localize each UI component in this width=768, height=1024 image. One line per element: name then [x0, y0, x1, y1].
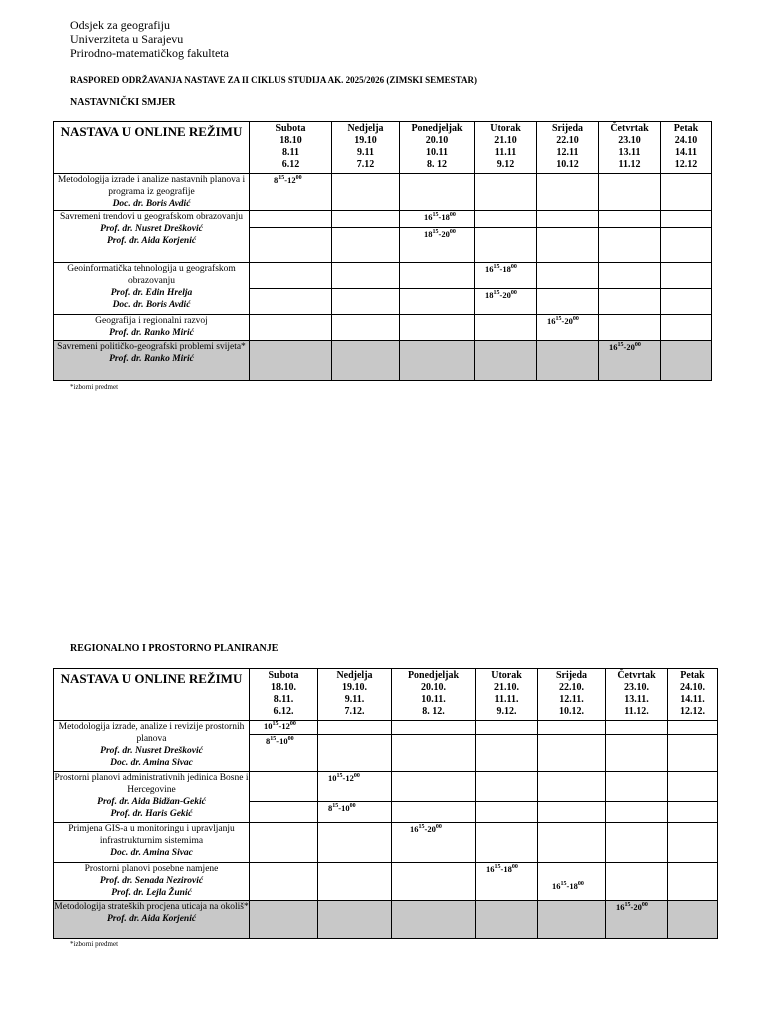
time-cell: [475, 289, 537, 315]
empty-cell: [476, 735, 538, 772]
empty-cell: [250, 315, 332, 341]
empty-cell: [250, 228, 332, 263]
table-corner-title: NASTAVA U ONLINE REŽIMU: [54, 669, 250, 721]
time-slot: $16^{15}-18^{00}$: [552, 881, 584, 891]
footnote-elective: *izborni predmet: [70, 940, 119, 948]
empty-cell: [392, 721, 476, 735]
course-name: Prostorni planovi administrativnih jedinica Bosne i Hercegovine: [54, 773, 249, 795]
empty-cell: [661, 263, 712, 289]
empty-cell: [538, 721, 606, 735]
empty-cell: [661, 289, 712, 315]
time-cell: [537, 315, 599, 341]
empty-cell: [332, 341, 400, 381]
time-slot: $8^{15}-10^{00}$: [328, 803, 356, 813]
time-slot: $16^{15}-20^{00}$: [609, 342, 641, 352]
empty-cell: [332, 315, 400, 341]
empty-cell: [476, 802, 538, 823]
time-slot: $16^{15}-18^{00}$: [486, 864, 518, 874]
empty-cell: [661, 211, 712, 228]
table-row: [54, 721, 718, 735]
empty-cell: [318, 721, 392, 735]
time-slot: $10^{15}-12^{00}$: [264, 721, 296, 731]
time-slot: $16^{15}-18^{00}$: [485, 264, 517, 274]
empty-cell: [476, 901, 538, 939]
empty-cell: [318, 735, 392, 772]
time-cell: [606, 901, 668, 939]
professor-name: Doc. dr. Boris Avdić: [112, 300, 191, 310]
empty-cell: [668, 823, 718, 863]
document-title: RASPORED ODRŽAVANJA NASTAVE ZA II CIKLUS STUDIJA AK. 2025/2026 (ZIMSKI SEMESTAR): [70, 75, 478, 85]
empty-cell: [476, 823, 538, 863]
table-header-row: [54, 669, 718, 721]
empty-cell: [400, 289, 475, 315]
empty-cell: [606, 802, 668, 823]
empty-cell: [318, 863, 392, 901]
course-name: Metodologija izrade i analize nastavnih planova i programa iz geografije: [57, 175, 246, 197]
empty-cell: [668, 863, 718, 901]
empty-cell: [668, 772, 718, 802]
time-slot: $18^{15}-20^{00}$: [424, 229, 456, 239]
professor-name: Prof. dr. Edin Hrelja: [110, 288, 193, 298]
professor-name: Doc. dr. Amina Sivac: [110, 758, 193, 768]
empty-cell: [537, 174, 599, 211]
day-header-nedjelja: Nedjelja 19.10. 9.11. 7.12.: [318, 669, 392, 721]
course-cell: [54, 823, 250, 863]
empty-cell: [250, 863, 318, 901]
empty-cell: [599, 315, 661, 341]
table-row: [54, 263, 712, 289]
table-row: [54, 863, 718, 901]
course-name: Prostorni planovi posebne namjene: [84, 864, 219, 874]
empty-cell: [250, 901, 318, 939]
time-cell: [400, 211, 475, 228]
course-cell: [54, 772, 250, 823]
course-cell: [54, 315, 250, 341]
day-header-petak: Petak 24.10 14.11 12.12: [661, 122, 712, 174]
professor-name: Prof. dr. Ranko Mirić: [109, 354, 194, 364]
empty-cell: [250, 823, 318, 863]
time-slot: $18^{15}-20^{00}$: [485, 290, 517, 300]
table-row-elective: [54, 901, 718, 939]
professor-name: Doc. dr. Amina Sivac: [110, 848, 193, 858]
day-header-ponedjeljak: Ponedjeljak 20.10. 10.11. 8. 12.: [392, 669, 476, 721]
empty-cell: [400, 315, 475, 341]
empty-cell: [599, 228, 661, 263]
time-cell: [538, 863, 606, 901]
time-cell: [392, 823, 476, 863]
professor-name: Doc. dr. Boris Avdić: [112, 199, 191, 209]
empty-cell: [475, 211, 537, 228]
empty-cell: [606, 823, 668, 863]
empty-cell: [661, 315, 712, 341]
empty-cell: [538, 823, 606, 863]
empty-cell: [400, 263, 475, 289]
empty-cell: [318, 823, 392, 863]
empty-cell: [250, 263, 332, 289]
empty-cell: [475, 315, 537, 341]
empty-cell: [392, 802, 476, 823]
professor-name: Prof. dr. Nusret Drešković: [100, 746, 203, 756]
empty-cell: [668, 901, 718, 939]
time-cell: [318, 772, 392, 802]
empty-cell: [599, 263, 661, 289]
course-cell: [54, 211, 250, 263]
course-name: Metodologija izrade, analize i revizije prostornih planova: [58, 722, 245, 744]
empty-cell: [250, 289, 332, 315]
time-slot: $10^{15}-12^{00}$: [328, 773, 360, 783]
empty-cell: [661, 341, 712, 381]
course-cell: [54, 863, 250, 901]
empty-cell: [599, 174, 661, 211]
table-row: [54, 211, 712, 228]
time-slot: $8^{15}-12^{00}$: [274, 175, 302, 185]
table-row: [54, 315, 712, 341]
course-name: Geografija i regionalni razvoj: [95, 316, 208, 326]
professor-name: Prof. dr. Aida Bidžan-Gekić: [97, 797, 206, 807]
section-title-nastavnicki: NASTAVNIČKI SMJER: [70, 97, 176, 108]
day-header-srijeda: Srijeda 22.10. 12.11. 10.12.: [538, 669, 606, 721]
time-cell: [599, 341, 661, 381]
empty-cell: [400, 341, 475, 381]
table-row: [54, 823, 718, 863]
empty-cell: [392, 901, 476, 939]
empty-cell: [537, 263, 599, 289]
empty-cell: [538, 735, 606, 772]
professor-name: Prof. dr. Haris Gekić: [110, 809, 193, 819]
time-cell: [250, 174, 332, 211]
empty-cell: [538, 772, 606, 802]
empty-cell: [606, 772, 668, 802]
empty-cell: [606, 863, 668, 901]
course-cell: [54, 901, 250, 939]
empty-cell: [332, 263, 400, 289]
empty-cell: [538, 901, 606, 939]
empty-cell: [250, 802, 318, 823]
empty-cell: [661, 228, 712, 263]
professor-name: Prof. dr. Ranko Mirić: [109, 328, 194, 338]
empty-cell: [476, 772, 538, 802]
department-name: Odsjek za geografiju: [70, 18, 170, 32]
day-header-cetvrtak: Četvrtak 23.10 13.11 11.12: [599, 122, 661, 174]
course-cell: [54, 721, 250, 772]
empty-cell: [475, 174, 537, 211]
course-cell: [54, 174, 250, 211]
empty-cell: [392, 863, 476, 901]
empty-cell: [599, 289, 661, 315]
empty-cell: [400, 174, 475, 211]
professor-name: Prof. dr. Lejla Žunić: [111, 888, 192, 898]
day-header-nedjelja: Nedjelja 19.10 9.11 7.12: [332, 122, 400, 174]
empty-cell: [475, 228, 537, 263]
day-header-subota: Subota 18.10. 8.11. 6.12.: [250, 669, 318, 721]
course-cell: [54, 341, 250, 381]
institution-header: [70, 18, 229, 60]
empty-cell: [475, 341, 537, 381]
empty-cell: [318, 901, 392, 939]
empty-cell: [537, 341, 599, 381]
professor-name: Prof. dr. Aida Korjenić: [106, 914, 197, 924]
empty-cell: [668, 802, 718, 823]
empty-cell: [392, 735, 476, 772]
empty-cell: [599, 211, 661, 228]
time-cell: [250, 721, 318, 735]
professor-name: Prof. dr. Senada Nezirović: [99, 876, 204, 886]
table-row: [54, 772, 718, 802]
empty-cell: [332, 289, 400, 315]
time-cell: [318, 802, 392, 823]
empty-cell: [250, 341, 332, 381]
table-header-row: [54, 122, 712, 174]
course-name: Primjena GIS-a u monitoringu i upravljanju infrastrukturnim sistemima: [68, 824, 235, 846]
empty-cell: [250, 772, 318, 802]
empty-cell: [332, 174, 400, 211]
course-name: Savremeni trendovi u geografskom obrazovanju: [59, 212, 244, 222]
empty-cell: [476, 721, 538, 735]
professor-name: Prof. dr. Aida Korjenić: [106, 236, 197, 246]
time-slot: $16^{15}-20^{00}$: [616, 902, 648, 912]
empty-cell: [332, 211, 400, 228]
day-header-utorak: Utorak 21.10. 11.11. 9.12.: [476, 669, 538, 721]
time-slot: $16^{15}-20^{00}$: [410, 824, 442, 834]
time-slot: $16^{15}-20^{00}$: [547, 316, 579, 326]
empty-cell: [668, 721, 718, 735]
empty-cell: [538, 802, 606, 823]
course-name: Geoinformatička tehnologija u geografskom obrazovanju: [67, 264, 236, 286]
empty-cell: [332, 228, 400, 263]
schedule-table-nastavnicki: [53, 121, 712, 381]
empty-cell: [668, 735, 718, 772]
course-cell: [54, 263, 250, 315]
day-header-srijeda: Srijeda 22.10 12.11 10.12: [537, 122, 599, 174]
time-cell: [475, 263, 537, 289]
empty-cell: [537, 228, 599, 263]
day-header-subota: Subota 18.10 8.11 6.12: [250, 122, 332, 174]
day-header-cetvrtak: Četvrtak 23.10. 13.11. 11.12.: [606, 669, 668, 721]
time-slot: $8^{15}-10^{00}$: [266, 736, 294, 746]
schedule-table-regionalno: [53, 668, 718, 939]
course-name: Savremeni političko-geografski problemi svijeta*: [57, 342, 246, 352]
empty-cell: [606, 721, 668, 735]
empty-cell: [606, 735, 668, 772]
day-header-ponedjeljak: Ponedjeljak 20.10 10.11 8. 12: [400, 122, 475, 174]
empty-cell: [661, 174, 712, 211]
day-header-utorak: Utorak 21.10 11.11 9.12: [475, 122, 537, 174]
empty-cell: [537, 289, 599, 315]
empty-cell: [392, 772, 476, 802]
faculty-name: Prirodno-matematičkog fakulteta: [70, 46, 229, 60]
table-row-elective: [54, 341, 712, 381]
time-cell: [476, 863, 538, 901]
day-header-petak: Petak 24.10. 14.11. 12.12.: [668, 669, 718, 721]
time-slot: $16^{15}-18^{00}$: [424, 212, 456, 222]
section-title-regionalno: REGIONALNO I PROSTORNO PLANIRANJE: [70, 643, 279, 654]
professor-name: Prof. dr. Nusret Drešković: [100, 224, 203, 234]
time-cell: [400, 228, 475, 263]
university-name: Univerziteta u Sarajevu: [70, 32, 184, 46]
course-name: Metodologija strateških procjena uticaja na okoliš*: [54, 902, 249, 912]
empty-cell: [537, 211, 599, 228]
empty-cell: [250, 211, 332, 228]
table-row: [54, 174, 712, 211]
time-cell: [250, 735, 318, 772]
table-corner-title: NASTAVA U ONLINE REŽIMU: [54, 122, 250, 174]
footnote-elective: *izborni predmet: [70, 383, 119, 391]
